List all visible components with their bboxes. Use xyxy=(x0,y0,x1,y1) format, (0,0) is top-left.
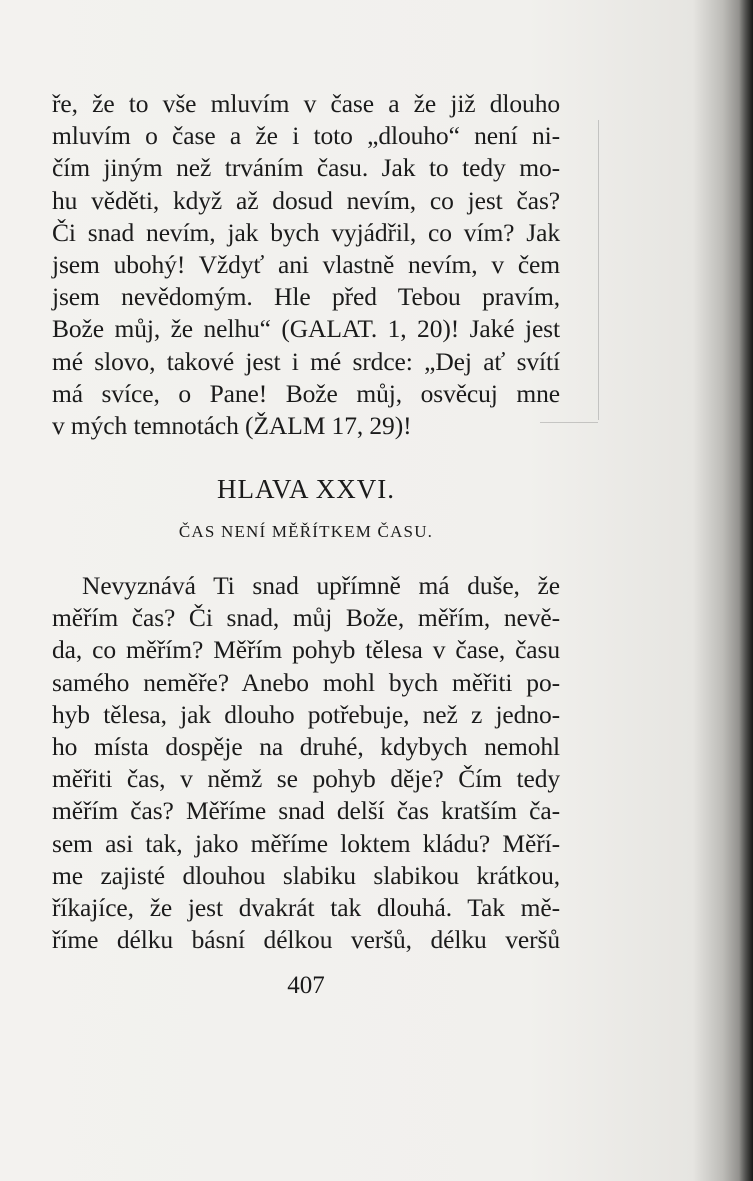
text-line: me zajisté dlouhou slabiku slabikou krátkou, xyxy=(52,860,560,890)
text-line: říkajíce, že jest dvakrát tak dlouhá. Tak mě- xyxy=(52,892,560,922)
text-line: jsem nevědomým. Hle před Tebou pravím, xyxy=(52,282,560,312)
text-line: měřím čas? Měříme snad delší čas kratším ča- xyxy=(52,796,560,826)
text-line: měřím čas? Či snad, můj Bože, měřím, nevě- xyxy=(52,603,560,633)
chapter-subtitle: ČAS NENÍ MĚŘÍTKEM ČASU. xyxy=(178,522,434,541)
text-line: Či snad nevím, jak bych vyjádřil, co vím? Jak xyxy=(52,217,560,247)
text-line: čím jiným než trváním času. Jak to tedy mo- xyxy=(52,153,560,183)
text-line: jsem ubohý! Vždyť ani vlastně nevím, v čem xyxy=(52,249,560,279)
text-line: Nevyznává Ti snad upřímně má duše, že xyxy=(82,571,560,600)
text-line: říme délku básní délkou veršů, délku veršů xyxy=(52,925,560,955)
text-line: v mých temnotách (ŽALM 17, 29)! xyxy=(52,410,412,440)
text-line: da, co měřím? Měřím pohyb tělesa v čase, času xyxy=(52,635,560,665)
show-through-mark xyxy=(598,120,599,420)
text-line: hyb tělesa, jak dlouho potřebuje, než z jedno- xyxy=(52,699,560,729)
text-line: měřiti čas, v němž se pohyb děje? Čím tedy xyxy=(52,764,560,794)
text-line: sem asi tak, jako měříme loktem kládu? Měří- xyxy=(52,828,560,858)
text-line: samého neměře? Anebo mohl bych měřiti po- xyxy=(52,667,560,697)
text-line: mé slovo, takové jest i mé srdce: „Dej ať svítí xyxy=(52,346,560,376)
upper-paragraph xyxy=(52,88,560,442)
chapter-title: HLAVA XXVI. xyxy=(216,474,396,504)
page-number: 407 xyxy=(287,972,325,999)
text-line: ře, že to vše mluvím v čase a že již dlouho xyxy=(52,89,560,118)
text-line: mluvím o čase a že i toto „dlouho“ není ni- xyxy=(52,121,560,151)
text-line: ho místa dospěje na druhé, kdybych nemohl xyxy=(52,731,560,761)
page-edge-shadow xyxy=(739,0,753,1181)
text-line: Bože můj, že nelhu“ (GALAT. 1, 20)! Jaké jest xyxy=(52,314,560,344)
text-line: má svíce, o Pane! Bože můj, osvěcuj mne xyxy=(52,378,560,408)
lower-paragraph xyxy=(52,570,560,956)
text-line: hu věděti, když až dosud nevím, co jest čas? xyxy=(52,185,560,215)
